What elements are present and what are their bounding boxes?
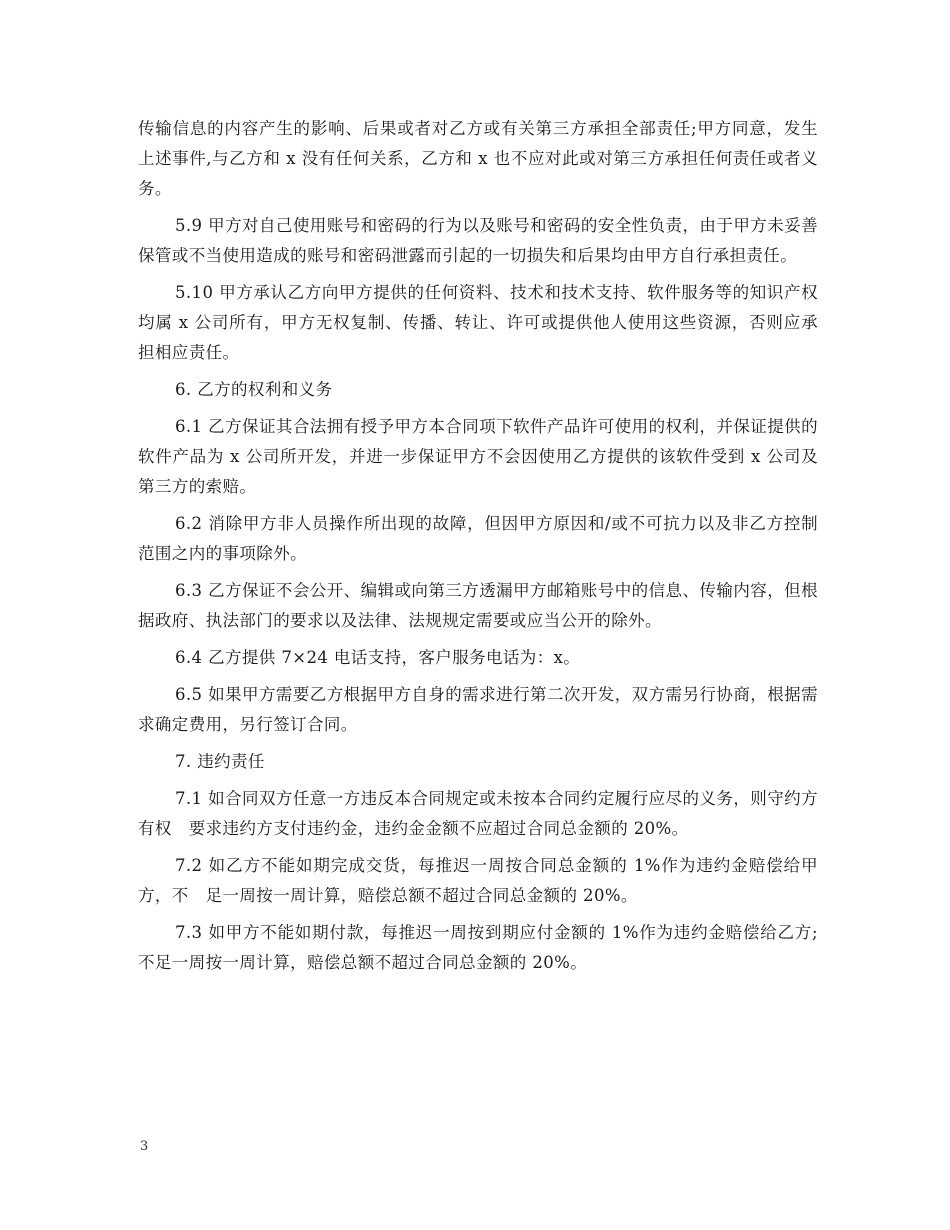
paragraph-continuation: 传输信息的内容产生的影响、后果或者对乙方或有关第三方承担全部责任;甲方同意，发生上述事件,与乙方和 x 没有任何关系，乙方和 x 也不应对此或对第三方承担任何责任或者义务。 — [138, 119, 818, 198]
page-number: 3 — [140, 1139, 149, 1154]
section-heading-7: 7. 违约责任 — [175, 752, 265, 771]
clause-6-3: 6.3 乙方保证不会公开、编辑或向第三方透漏甲方邮箱账号中的信息、传输内容，但根据政府、执法部门的要求以及法律、法规规定需要或应当公开的除外。 — [138, 581, 818, 630]
clause-6-5: 6.5 如果甲方需要乙方根据甲方自身的需求进行第二次开发，双方需另行协商，根据需求确定费用，另行签订合同。 — [138, 685, 818, 734]
clause-6-4: 6.4 乙方提供 7×24 电话支持，客户服务电话为：x。 — [175, 648, 581, 667]
clause-6-2: 6.2 消除甲方非人员操作所出现的故障，但因甲方原因和/或不可抗力以及非乙方控制范围之内的事项除外。 — [138, 514, 818, 563]
clause-7-1: 7.1 如合同双方任意一方违反本合同规定或未按本合同约定履行应尽的义务，则守约方有权 要求违约方支付违约金，违约金金额不应超过合同总金额的 20%。 — [138, 789, 818, 838]
clause-5-10: 5.10 甲方承认乙方向甲方提供的任何资料、技术和技术支持、软件服务等的知识产权均属 x 公司所有，甲方无权复制、传播、转让、许可或提供他人使用这些资源，否则应承担相应责任。 — [138, 283, 818, 362]
clause-6-1: 6.1 乙方保证其合法拥有授予甲方本合同项下软件产品许可使用的权利，并保证提供的软件产品为 x 公司所开发，并进一步保证甲方不会因使用乙方提供的该软件受到 x 公司及第三方的索赔。 — [138, 417, 818, 496]
clause-5-9: 5.9 甲方对自己使用账号和密码的行为以及账号和密码的安全性负责，由于甲方未妥善保管或不当使用造成的账号和密码泄露而引起的一切损失和后果均由甲方自行承担责任。 — [138, 216, 818, 265]
section-heading-6: 6. 乙方的权利和义务 — [175, 380, 333, 399]
clause-7-3: 7.3 如甲方不能如期付款，每推迟一周按到期应付金额的 1%作为违约金赔偿给乙方;不足一周按一周计算，赔偿总额不超过合同总金额的 20%。 — [138, 923, 818, 972]
document-body — [138, 114, 818, 985]
clause-7-2: 7.2 如乙方不能如期完成交货，每推迟一周按合同总金额的 1%作为违约金赔偿给甲方，不 足一周按一周计算，赔偿总额不超过合同总金额的 20%。 — [138, 856, 818, 905]
